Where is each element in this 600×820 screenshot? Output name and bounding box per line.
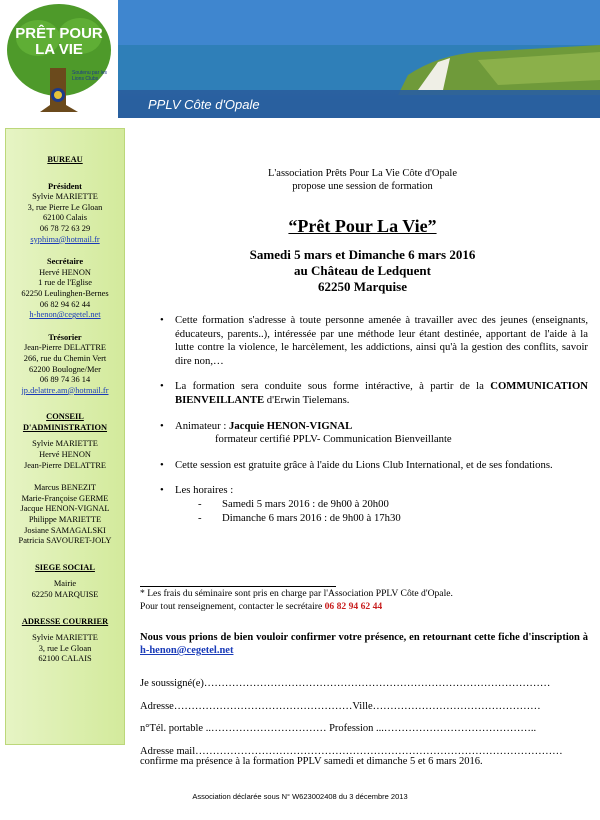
tresorier-email-link[interactable]: jp.delattre.am@hotmail.fr — [21, 385, 109, 395]
conseil-member: Josiane SAMAGALSKI — [24, 525, 106, 535]
intro-line-2: propose une session de formation — [292, 181, 433, 192]
sidebar — [5, 128, 125, 745]
intro — [130, 167, 595, 193]
tresorier-name: Jean-Pierre DELATTRE — [23, 343, 107, 353]
bullet-method-bold: COMMUNICATION BIENVEILLANTE — [175, 380, 588, 406]
animateur-label: Animateur : — [175, 419, 230, 432]
secretaire-name: Hervé HENON — [39, 267, 91, 277]
bullet-method — [160, 380, 588, 407]
bureau-heading: BUREAU — [47, 155, 83, 164]
event-title — [130, 216, 595, 237]
bullet-method-end: d'Erwin Tielemans. — [264, 393, 350, 406]
event-date-block — [130, 247, 595, 295]
registration-form — [140, 673, 590, 763]
tresorier-phone: 06 89 74 36 14 — [39, 375, 91, 385]
tree-logo-icon — [0, 0, 118, 118]
president-phone: 06 78 72 63 29 — [39, 223, 91, 233]
intro-line-1: L'association Prêts Pour La Vie Côte d'Opale — [267, 168, 457, 179]
conseil-heading-2: D'ADMINISTRATION — [22, 422, 108, 432]
event-city: 62250 Marquise — [318, 279, 407, 294]
form-address-field[interactable]: Adresse……………………………………………Ville………………………………………… — [140, 700, 541, 712]
conseil-member: Patricia SAVOURET-JOLY — [18, 536, 112, 546]
footnote-phone: 06 82 94 62 44 — [324, 600, 383, 612]
confirm-request — [140, 631, 588, 657]
tresorier-address1: 266, rue du Chemin Vert — [23, 353, 107, 363]
event-venue: au Château de Ledquent — [294, 263, 431, 278]
attestation: confirme ma présence à la formation PPLV samedi et dimanche 5 et 6 mars 2016. — [140, 756, 483, 767]
courrier-line: Sylvie MARIETTE — [32, 633, 98, 643]
footnote-rule — [140, 586, 336, 587]
logo-text: PRÊT POUR LA VIE — [15, 25, 103, 58]
confirm-text: Nous vous prions de bien vouloir confirmer votre présence, en retournant cette fiche d'inscription à — [140, 632, 588, 643]
banner-caption: PPLV Côte d'Opale — [148, 97, 260, 112]
conseil-heading-1: CONSEIL — [46, 412, 84, 422]
conseil-member: Jacque HENON-VIGNAL — [20, 504, 110, 514]
form-email-field[interactable]: Adresse mail…………………………………………………………………………………………… — [140, 745, 563, 757]
president-address2: 62100 Calais — [43, 213, 87, 223]
secretaire-role: Secrétaire — [46, 257, 84, 267]
courrier-line: 62100 CALAIS — [38, 654, 92, 664]
conseil-member: Philippe MARIETTE — [28, 515, 102, 525]
form-name-field[interactable]: Je soussigné(e)……………………………………………………………………………………… — [140, 678, 551, 689]
animateur-name: Jacquie HENON-VIGNAL — [229, 419, 353, 432]
secretaire-email-link[interactable]: h-henon@cegetel.net — [29, 310, 101, 320]
pplv-logo — [0, 0, 118, 118]
secretaire-address1: 1 rue de l'Eglise — [38, 278, 92, 288]
courrier-heading: ADRESSE COURRIER — [21, 616, 109, 626]
president-name: Sylvie MARIETTE — [32, 192, 98, 202]
conseil-member: Hervé HENON — [39, 450, 91, 460]
siege-heading: SIEGE SOCIAL — [35, 562, 95, 572]
courrier-line: 3, rue Le Gloan — [38, 643, 92, 653]
footnote-line-1: * Les frais du séminaire sont pris en charge par l'Association PPLV Côte d'Opale. — [140, 588, 453, 599]
tresorier-role: Trésorier — [48, 332, 82, 342]
president-address1: 3, rue Pierre Le Gloan — [27, 202, 103, 212]
animateur-role: formateur certifié PPLV- Communication Bienveillante — [215, 433, 452, 446]
horaire-dimanche: - Dimanche 6 mars 2016 : de 9h00 à 17h30 — [198, 512, 588, 526]
president-email-link[interactable]: syphima@hotmail.fr — [30, 234, 100, 244]
conseil-member: Jean-Pierre DELATTRE — [23, 460, 107, 470]
footnote-line-2 — [140, 601, 580, 614]
bullet-audience: • Cette formation s'adresse à toute personne amenée à travailler avec des jeunes (enseignants, éducateurs, parents..), intéressée par une méthode leur étant destinée, apportant de l'aide à la lutte contre la violence, le harcèlement, les addictions, ainsi qu'à la gestion des conflits, savoir dire non,… — [160, 314, 588, 368]
event-title-text: “Prêt Pour La Vie” — [288, 216, 437, 236]
siege-line: 62250 MARQUISE — [31, 590, 99, 599]
footer-registration: Association déclarée sous N° W623002408 du 3 décembre 2013 — [192, 792, 408, 801]
siege-line: Mairie — [53, 579, 77, 589]
bullet-animateur — [160, 420, 588, 434]
bullet-gratuit: • Cette session est gratuite grâce à l'aide du Lions Club International, et de ses fondations. — [160, 459, 588, 473]
secretaire-phone: 06 82 94 62 44 — [39, 299, 91, 309]
bullet-horaires: • Les horaires : — [160, 484, 588, 498]
horaire-samedi: - Samedi 5 mars 2016 : de 9h00 à 20h00 — [198, 498, 588, 512]
footnote — [140, 588, 580, 613]
form-phone-field[interactable]: n°Tél. portable ..…………………………… Profession ...…………………………………….. — [140, 723, 537, 734]
footnote-contact-text: Pour tout renseignement, contacter le secrétaire — [140, 600, 325, 612]
confirm-email-link[interactable]: h-henon@cegetel.net — [140, 645, 234, 656]
header-banner — [118, 0, 600, 118]
secretaire-address2: 62250 Leulinghen-Bernes — [21, 288, 109, 298]
bullet-method-text: La formation sera conduite sous forme intéractive, à partir de la — [175, 380, 491, 393]
president-role: Président — [48, 181, 82, 191]
logo-subtext: Soutenu par les Lions Clubs — [72, 70, 108, 82]
conseil-member: Marcus BENEZIT — [33, 483, 97, 493]
event-date: Samedi 5 mars et Dimanche 6 mars 2016 — [249, 247, 476, 262]
info-bullets — [160, 314, 588, 525]
conseil-member: Marie-Françoise GERME — [21, 493, 109, 503]
conseil-member: Sylvie MARIETTE — [32, 439, 98, 449]
tresorier-address2: 62200 Boulogne/Mer — [29, 364, 101, 374]
